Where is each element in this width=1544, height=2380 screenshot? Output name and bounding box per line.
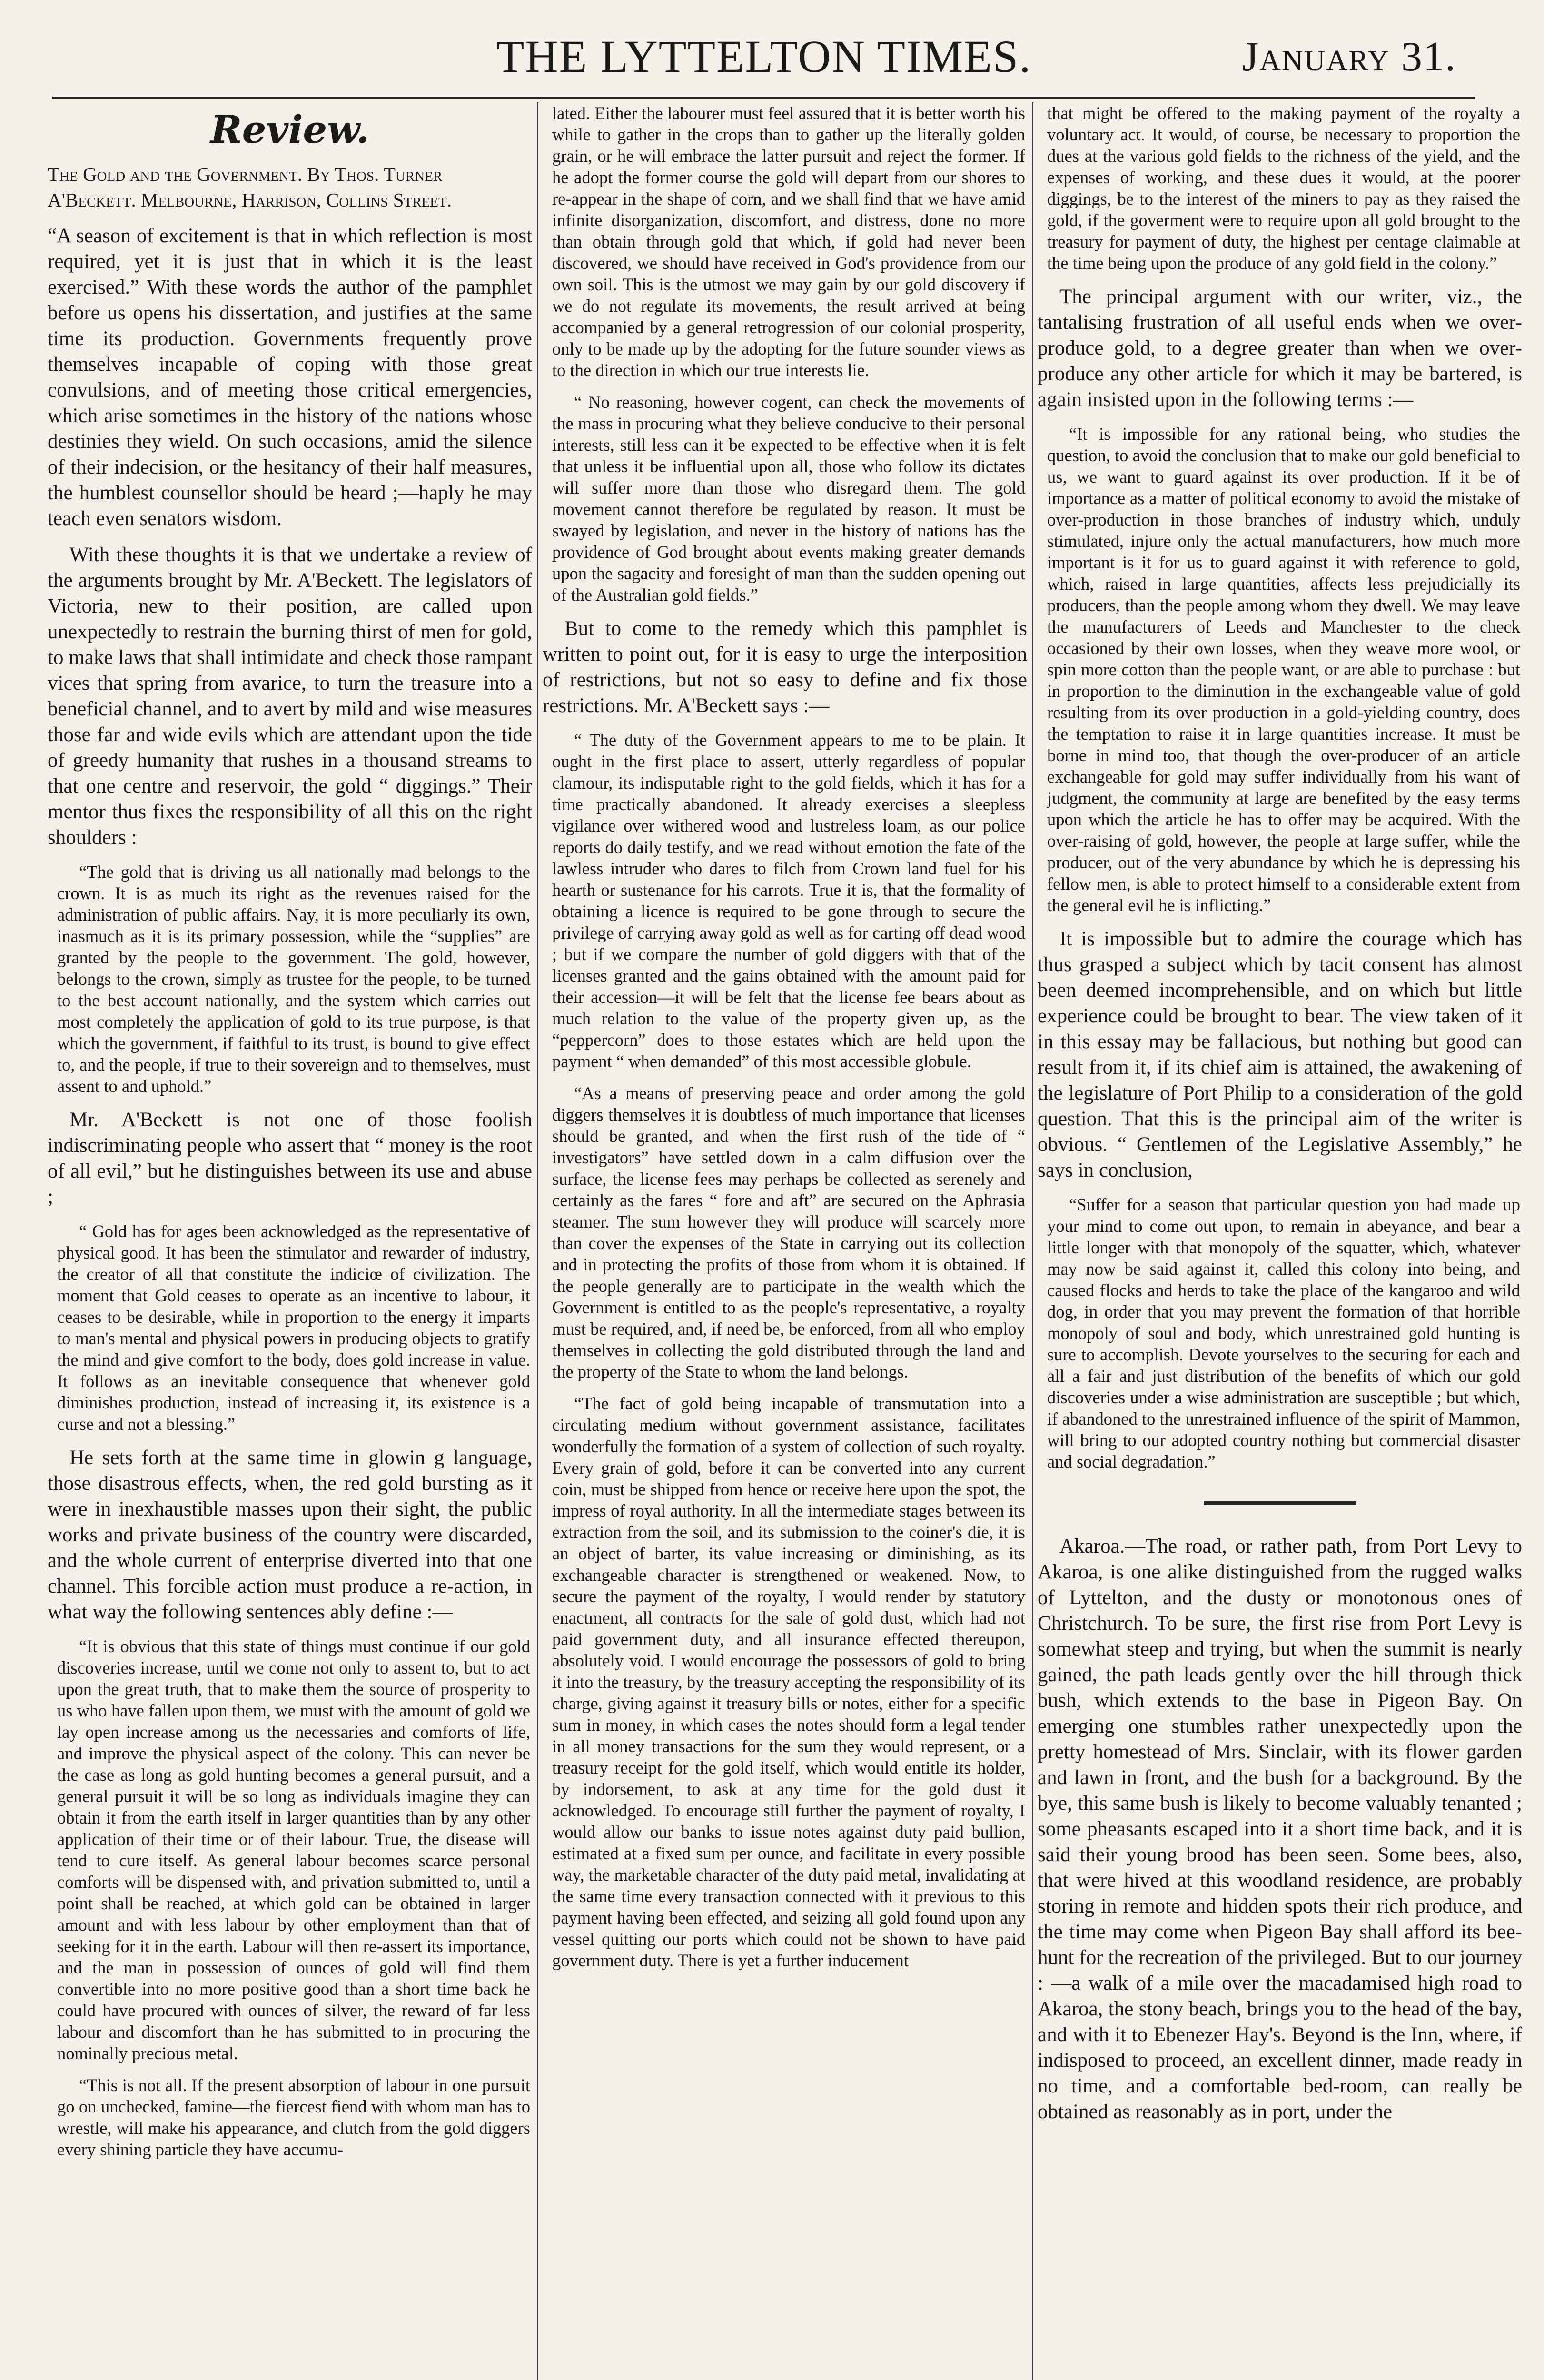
article-paragraph: “The fact of gold being incapable of transmutation into a circulating medium without government assistance, facilitates wonderfully the formation of a system of collection of such royalty. Every grain of gold, before it can be converted into any current coin, must be shipped from hence or receive here upon the spot, the impress of royal authority. In all the intermediate stages between its extraction from the soil, and its submission to the coiner's die, it is an object of barter, its value increasing or diminishing, as its exchangeable character is strengthened or weakened. Now, to secure the payment of the royalty, I would render by statutory enactment, all contracts for the sale of gold dust, which had not paid government duty, and all insurance effected thereupon, absolutely void. I would encourage the possessors of gold to bring it into the treasury, by the treasury accepting the responsibility of its charge, giving against it treasury bills or notes, either for a specific sum in money, in which cases the notes should form a legal tender in all money transactions for the sum they would represent, or a treasury receipt for the gold itself, which would entitle its holder, by indorsement, to ask at any time for the gold dust it acknowledged. To encourage still further the payment of royalty, I would allow our banks to issue notes against duty paid bullion, estimated at a fixed sum per ounce, and facilitate in every possible way, the marketable character of the duty paid metal, invalidating at the same time every transaction connected with it previous to this payment having been effected, and seizing all gold found upon any vessel quitting our ports which could not be shown to have paid government duty. There is yet a further inducement <box>552 1394 1025 1970</box>
article-paragraph: “As a means of preserving peace and order among the gold diggers themselves it is doubtless of much importance that licenses should be granted, and when the first rush of the tide of “ investigators” have settled down in a calm diffusion over the surface, the license fees may perhaps be collected as serenely and certainly as the fares “ fore and aft” are secured on the Aphrasia steamer. The sum however they will produce will scarcely more than cover the expenses of the State in carrying out its collection and in protecting the profits of those from whom it is obtained. If the people generally are to participate in the wealth which the Government is entitled to as the people's representative, a royalty must be required, and, if need be, be enforced, from all who employ themselves in collecting the gold distributed through the land and the property of the State to whom the land belongs. <box>552 1083 1025 1381</box>
newspaper-title: THE LYTTELTON TIMES. <box>496 31 1032 82</box>
article-paragraph: lated. Either the labourer must feel assured that it is better worth his while to gather in the crops than to gather up the literally golden grain, or he will embrace the latter pursuit and reject the former. If he adopt the former course the gold will depart from our shores to re-appear in the shape of corn, and we shall find that we have amid infinite disorganization, discomfort, and distress, done no more than obtain through gold that which, if gold had never been discovered, we should have received in God's providence from our own soil. This is the utmost we may gain by our gold discovery if we do not regulate its movements, the result arrived at being accompanied by a general retrogression of our colonial prosperity, only to be made up by the adopting for the future sounder views as to the direction in which our true interests lie. <box>552 103 1025 380</box>
column-rule <box>537 102 538 2380</box>
column-1-body <box>48 223 532 2160</box>
column-3-body <box>1038 102 1522 1472</box>
column-2-body <box>543 102 1027 1971</box>
article-paragraph: But to come to the remedy which this pamphlet is written to point out, for it is easy to urge the interposition of restrictions, but not so easy to define and fix those restrictions. Mr. A'Beckett says :— <box>543 617 1027 717</box>
section-separator <box>1204 1501 1356 1505</box>
article-paragraph: “Suffer for a season that particular question you had made up your mind to come out upon, to remain in abeyance, and bear a little longer with that monopoly of the squatter, which, whatever may now be said against it, called this colony into being, and caused flocks and herds to take the place of the kangaroo and wild dog, in order that you may prevent the formation of that horrible monopoly of soul and body, which unrestrained gold hunting is sure to accomplish. Devote yourselves to the securing for each and all a fair and just distribution of the benefits of which our gold discoveries under a wise administration are susceptible ; but which, if abandoned to the unrestrained influence of the spirit of Mammon, will bring to our adopted country nothing but commercial disaster and social degradation.” <box>1047 1195 1520 1471</box>
article-paragraph: “A season of excitement is that in which reflection is most required, yet it is just that in which it is the least exercised.” With these words the author of the pamphlet before us opens his dissertation, and justifies at the same time its production. Governments frequently prove themselves incapable of coping with those great convulsions, and of meeting those critical emergencies, which arise sometimes in the history of the nations whose destinies they wield. On such occasions, amid the silence of their indecision, or the hesitancy of their half measures, the humblest counsellor should be heard ;—haply he may teach even senators wisdom. <box>48 225 532 530</box>
article-paragraph: Mr. A'Beckett is not one of those foolish indiscriminating people who assert that “ money is the root of all evil,” but he distinguishes between its use and abuse ; <box>48 1109 532 1208</box>
column-1 <box>48 102 532 2380</box>
article-paragraph: “ Gold has for ages been acknowledged as the representative of physical good. It has been the stimulator and rewarder of industry, the creator of all that constitute the indiciœ of civilization. The moment that Gold ceases to operate as an incentive to labour, it ceases to be desirable, while in proportion to the energy it imparts to man's mental and physical powers in producing objects to gratify the mind and give comfort to the body, does gold increase in value. It follows as an inevitable consequence that whenever gold diminishes production, instead of increasing it, its existence is a curse and not a blessing.” <box>57 1221 530 1434</box>
masthead <box>52 26 1475 88</box>
article-paragraph: The principal argument with our writer, viz., the tantalising frustration of all useful ends when we over-produce gold, to a degree greater than when we over-produce any other article for which it may be bartered, is again insisted upon in the following terms :— <box>1038 286 1522 411</box>
article-paragraph: “It is obvious that this state of things must continue if our gold discoveries increase, until we come not only to assent to, but to act upon the great truth, that to make them the source of prosperity to us who have fallen upon them, we must with the amount of gold we lay open increase among us the necessaries and comforts of life, and improve the physical aspect of the colony. This can never be the case as long as gold hunting becomes a general pursuit, and a general pursuit it will be so long as individuals imagine they can obtain it from the earth itself in larger quantities than by any other application of their time or of their labour. True, the disease will tend to cure itself. As general labour becomes scarce personal comforts will be dispensed with, and privation submitted to, until a point shall be reached, at which gold can be obtained in larger amount and with less labour by other employment than that of seeking for it in the earth. Labour will then re-assert its importance, and the man in possession of ounces of gold will find them convertible into no more positive good than a short time back he could have procured with ounces of silver, the reward of far less labour and discomfort than he has submitted to in procuring the nominally precious metal. <box>57 1636 530 2063</box>
article-paragraph: that might be offered to the making payment of the royalty a voluntary act. It would, of course, be necessary to proportion the dues at the various gold fields to the richness of the yield, and the expenses of working, and these dues it would, at the poorer diggings, be to the interest of the miners to pay as they raised the gold, if the goverment were to require upon all gold brought to the treasury for payment of duty, the highest per centage claimable at the time being upon the produce of any gold field in the colony.” <box>1047 103 1520 273</box>
issue-date: January 31. <box>1242 34 1456 80</box>
masthead-rule <box>52 97 1475 99</box>
article-paragraph: He sets forth at the same time in glowin g language, those disastrous effects, when, the red gold bursting as it were in inexhaustible masses upon their sight, the public works and private business of the country were discarded, and the whole current of enterprise diverted into that one channel. This forcible action must produce a re-action, in what way the following sentences ably define :— <box>48 1447 532 1623</box>
article-paragraph: With these thoughts it is that we undertake a review of the arguments brought by Mr. A'Beckett. The legislators of Victoria, new to their position, are called upon unexpectedly to restrain the burning thirst of men for gold, to make laws that shall intimidate and check those rampant vices that spring from avarice, to turn the treasure into a beneficial channel, and to avert by mild and wise measures those far and wide evils which are attendant upon the tide of greedy humanity that rushes in a thousand streams to that one centre and reservoir, the gold “ diggings.” Their mentor thus fixes the responsibility of all this on the right shoulders : <box>48 544 532 849</box>
article-paragraph: It is impossible but to admire the courage which has thus grasped a subject which by tacit consent has almost been deemed incomprehensible, and on which but little experience could be brought to bear. The view taken of it in this essay may be fallacious, but nothing but good can result from it, if its chief aim is attained, the awakening of the legislature of Port Philip to a consideration of the gold question. That this is the principal aim of the writer is obvious. “ Gentlemen of the Legislative Assembly,” he says in conclusion, <box>1038 928 1522 1181</box>
article-paragraph: “It is impossible for any rational being, who studies the question, to avoid the conclusion that to make our gold beneficial to us, we want to guard against its over production. If it be of importance as a matter of political economy to avoid the mistake of over-production in those branches of industry which, unduly stimulated, injure only the actual manufacturers, how much more important is it for us to guard against it with reference to gold, which, raised in large quantities, affects less prejudicially its producers, than the people among whom they dwell. We may leave the manufacturers of Leeds and Manchester to the check occasioned by their own losses, when they weave more wool, or spin more cotton than the people want, or are able to purchase : but in proportion to the diminution in the exchangeable value of gold resulting from its over production in a gold-yielding country, does the temptation to raise it in large quantities increase. It must be borne in mind too, that though the over-producer of an article exchangeable for gold may suffer individually from his want of judgment, the community at large are benefited by the easy terms upon which the article he has to offer may be acquired. With the over-raising of gold, however, the people at large suffer, while the producer, out of the very abundance by which he is depressing his fellow men, is able to protect himself to a considerable extent from the general evil he is inflicting.” <box>1047 424 1520 915</box>
column-3 <box>1038 102 1522 2380</box>
article-paragraph: “ The duty of the Government appears to me to be plain. It ought in the first place to assert, utterly regardless of popular clamour, its indisputable right to the gold fields, which it has for a time practically abandoned. It already exercises a sleepless vigilance over withered wood and lustreless loam, as our police reports do daily testify, and we read without emotion the fate of the lawless intruder who dares to filch from Crown land fuel for his hearth or sustenance for his carrots. True it is, that the formality of obtaining a licence is required to be gone through to secure the privilege of carrying away gold as well as for carting off dead wood ; but if we compare the number of gold diggers with that of the licenses granted and the gains obtained with the amount paid for their accession—it will be felt that the license fee bears about as much relation to the value of the property given up, as the “peppercorn” does to those estates which are held upon the payment “ when demanded” of this most accessible globule. <box>552 730 1025 1071</box>
review-reference: The Gold and the Government. By Thos. Turner A'Beckett. Melbourne, Harrison, Collins Street. <box>48 163 452 211</box>
review-heading: Review. <box>210 107 369 152</box>
column-2 <box>543 102 1027 2380</box>
article-paragraph: “This is not all. If the present absorption of labour in one pursuit go on unchecked, famine—the fiercest fiend with whom man has to wrestle, will make his appearance, and clutch from the gold diggers every shining particle they have accumu- <box>57 2075 530 2159</box>
article-paragraph: “The gold that is driving us all nationally mad belongs to the crown. It is as much its right as the revenues raised for the administration of public affairs. Nay, it is more peculiarly its own, inasmuch as it is its primary possession, while the “supplies” are granted by the people to the government. The gold, however, belongs to the crown, simply as trustee for the people, to be turned to the best account nationally, and the system which carries out most completely the application of gold to its true purpose, is that which the government, if faithful to its trust, is bound to give effect to, and the people, if true to their sovereign and to themselves, must assent to and uphold.” <box>57 862 530 1096</box>
article-paragraph: “ No reasoning, however cogent, can check the movements of the mass in procuring what they believe conducive to their personal interests, still less can it be expected to be effective when it is felt that unless it be influential upon all, those who follow its dictates will suffer more than those who disregard them. The gold movement cannot therefore be regulated by reason. It must be swayed by legislation, and never in the history of nations has the providence of God brought about events making greater demands upon the sagacity and foresight of man than the sudden opening out of the Australian gold fields.” <box>552 392 1025 605</box>
column-rule <box>1032 102 1033 2380</box>
akaroa-article: Akaroa.—The road, or rather path, from Port Levy to Akaroa, is one alike distinguished from the rugged walks of Lyttelton, and the dusty or monotonous ones of Christchurch. To be sure, the first rise from Port Levy is somewhat steep and trying, but when the summit is nearly gained, the path leads gently over the hill through thick bush, which extends to the base in Pigeon Bay. On emerging one stumbles rather unexpectedly upon the pretty homestead of Mrs. Sinclair, with its flower garden and lawn in front, and the bush for a background. By the bye, this same bush is likely to become valuably tenanted ; some pheasants escaped into it a short time back, and it is said their young brood has been seen. Some bees, also, that were hived at this woodland residence, are probably storing in remote and hidden spots their rich produce, and the time may come when Pigeon Bay shall afford its bee-hunt for the recreation of the privileged. But to our journey : —a walk of a mile over the macadamised high road to Akaroa, the stony beach, brings you to the head of the bay, and with it to Ebenezer Hay's. Beyond is the Inn, where, if indisposed to proceed, an excellent dinner, made ready in no time, and a comfortable bed-room, can really be obtained as reasonably as in port, under the <box>1038 1535 1522 2123</box>
